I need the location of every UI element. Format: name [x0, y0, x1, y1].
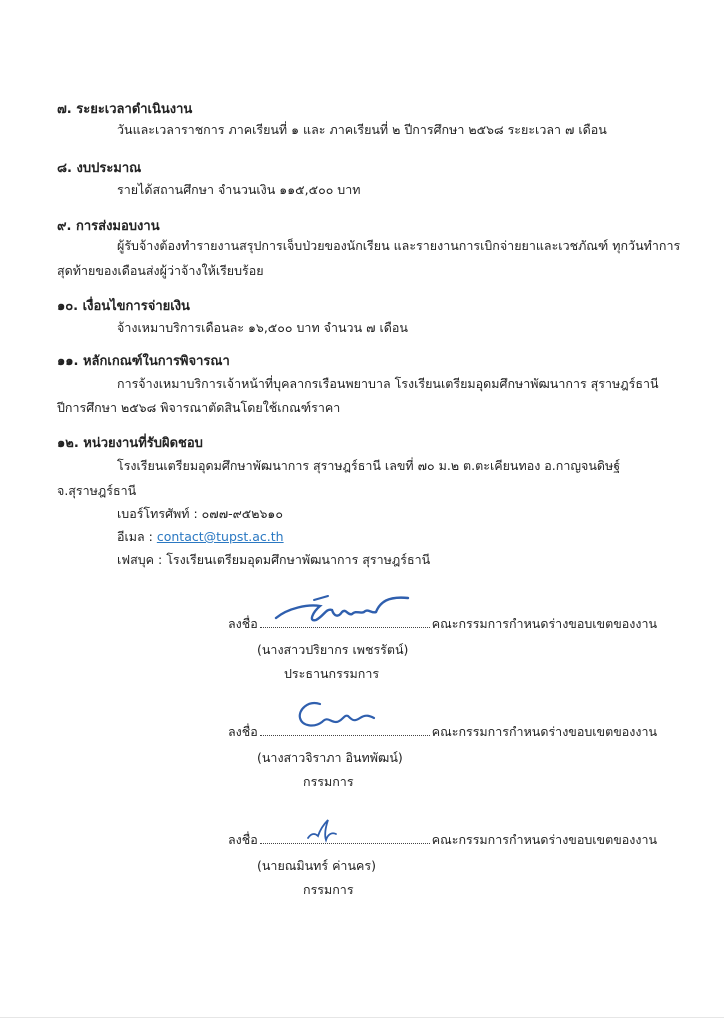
signature-2-role: กรรมการ — [303, 774, 354, 789]
section-7-line-1: วันและเวลาราชการ ภาคเรียนที่ ๑ และ ภาคเรียนที่ ๒ ปีการศึกษา ๒๕๖๘ ระยะเวลา ๗ เดือน — [117, 122, 607, 137]
section-11-line-2: ปีการศึกษา ๒๕๖๘ พิจารณาตัดสินโดยใช้เกณฑ์ราคา — [57, 400, 341, 415]
contact-phone: เบอร์โทรศัพท์ : ๐๗๗-๙๕๒๖๑๐ — [117, 506, 283, 521]
signature-prefix: ลงชื่อ — [228, 616, 258, 631]
contact-email-label: อีเมล : — [117, 529, 157, 544]
section-8-heading: ๘. งบประมาณ — [57, 161, 142, 176]
section-12-line-1: โรงเรียนเตรียมอุดมศึกษาพัฒนาการ สุราษฎร์ธานี เลขที่ ๗๐ ม.๒ ต.ตะเคียนทอง อ.กาญจนดิษฐ์ — [117, 458, 621, 473]
section-12-line-2: จ.สุราษฎร์ธานี — [57, 483, 137, 498]
signature-suffix: คณะกรรมการกำหนดร่างขอบเขตของงาน — [431, 832, 658, 847]
signature-2-image — [290, 696, 380, 736]
signature-3-role: กรรมการ — [303, 882, 354, 897]
signature-1-image — [268, 590, 418, 630]
contact-facebook: เฟสบุค : โรงเรียนเตรียมอุดมศึกษาพัฒนาการ สุราษฎร์ธานี — [117, 552, 431, 567]
contact-email-row — [117, 527, 284, 547]
section-9-line-2: สุดท้ายของเดือนส่งผู้ว่าจ้างให้เรียบร้อย — [57, 263, 264, 278]
signature-2-name: (นางสาวจิราภา อินทพัฒน์) — [257, 750, 403, 765]
section-8-line-1: รายได้สถานศึกษา จำนวนเงิน ๑๑๕,๕๐๐ บาท — [117, 182, 361, 197]
section-10-heading: ๑๐. เงื่อนไขการจ่ายเงิน — [57, 299, 190, 314]
section-11-line-1: การจ้างเหมาบริการเจ้าหน้าที่บุคลากรเรือนพยาบาล โรงเรียนเตรียมอุดมศึกษาพัฒนาการ สุราษฎร์ธานี — [117, 376, 659, 391]
section-11-heading: ๑๑. หลักเกณฑ์ในการพิจารณา — [57, 354, 230, 369]
signature-prefix: ลงชื่อ — [228, 832, 258, 847]
signature-1-role: ประธานกรรมการ — [284, 666, 380, 681]
signature-3-name: (นายณมินทร์ ค่านคร) — [257, 858, 376, 873]
signature-1-name: (นางสาวปริยากร เพชรรัตน์) — [257, 642, 409, 657]
section-7-heading: ๗. ระยะเวลาดำเนินงาน — [57, 102, 193, 117]
signature-suffix: คณะกรรมการกำหนดร่างขอบเขตของงาน — [431, 724, 658, 739]
signature-3-image — [302, 816, 342, 846]
section-9-heading: ๙. การส่งมอบงาน — [57, 219, 160, 234]
signature-dotted-line — [260, 833, 430, 844]
contact-email-link[interactable]: contact@tupst.ac.th — [156, 529, 284, 544]
section-10-line-1: จ้างเหมาบริการเดือนละ ๑๖,๕๐๐ บาท จำนวน ๗ เดือน — [117, 320, 408, 335]
signature-prefix: ลงชื่อ — [228, 724, 258, 739]
signature-suffix: คณะกรรมการกำหนดร่างขอบเขตของงาน — [431, 616, 658, 631]
section-9-line-1: ผู้รับจ้างต้องทำรายงานสรุปการเจ็บป่วยของนักเรียน และรายงานการเบิกจ่ายยาและเวชภัณฑ์ ทุกวันทำการ — [117, 238, 681, 253]
scan-edge-line — [0, 1017, 724, 1018]
section-12-heading: ๑๒. หน่วยงานที่รับผิดชอบ — [57, 436, 203, 451]
signature-row-3 — [228, 830, 657, 850]
